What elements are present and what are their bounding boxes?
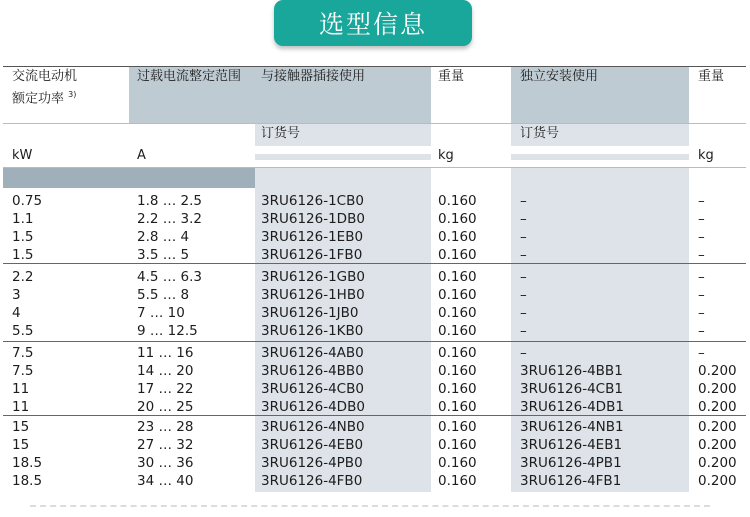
- cell-range: 1.8 … 2.5: [137, 193, 203, 209]
- cell-order2: –: [520, 269, 527, 285]
- cell-order1: 3RU6126-4EB0: [261, 437, 364, 453]
- table-row: [3, 362, 746, 380]
- table-row: [3, 286, 746, 304]
- units-rule: [3, 167, 746, 168]
- cell-w1: 0.160: [438, 419, 477, 435]
- gap-b: [511, 146, 689, 154]
- cell-w1: 0.160: [438, 473, 477, 489]
- cell-range: 4.5 … 6.3: [137, 269, 203, 285]
- header-contactor-mount: 与接触器插接使用: [261, 69, 366, 84]
- header-standalone: 独立安装使用: [520, 69, 599, 84]
- header-weight-2: 重量: [698, 69, 725, 84]
- cell-kw: 11: [12, 399, 30, 415]
- cell-w1: 0.160: [438, 455, 477, 471]
- cell-order2: –: [520, 345, 527, 361]
- header-motor-power-2: 额定功率 $^{3)}$: [12, 90, 77, 107]
- cell-w1: 0.160: [438, 287, 477, 303]
- cell-range: 17 … 22: [137, 381, 194, 397]
- cell-order1: 3RU6126-4CB0: [261, 381, 364, 397]
- table-row: [3, 418, 746, 436]
- cell-order2: 3RU6126-4EB1: [520, 437, 623, 453]
- cell-order2: 3RU6126-4BB1: [520, 363, 623, 379]
- cell-w1: 0.160: [438, 323, 477, 339]
- cell-w2: –: [698, 269, 705, 285]
- cell-w1: 0.160: [438, 363, 477, 379]
- cell-order1: 3RU6126-1HB0: [261, 287, 365, 303]
- cell-range: 2.8 … 4: [137, 229, 190, 245]
- cell-w2: 0.200: [698, 363, 737, 379]
- cell-range: 7 … 10: [137, 305, 185, 321]
- cell-order1: 3RU6126-1GB0: [261, 269, 365, 285]
- cell-order1: 3RU6126-4BB0: [261, 363, 364, 379]
- order-no-label-2: 订货号: [520, 126, 560, 141]
- cell-order1: 3RU6126-1FB0: [261, 247, 363, 263]
- cell-range: 5.5 … 8: [137, 287, 190, 303]
- cell-range: 2.2 … 3.2: [137, 211, 203, 227]
- cell-kw: 4: [12, 305, 21, 321]
- cell-order1: 3RU6126-4NB0: [261, 419, 365, 435]
- cell-order1: 3RU6126-4DB0: [261, 399, 365, 415]
- cell-w2: –: [698, 193, 705, 209]
- table-row: [3, 322, 746, 340]
- table-row: [3, 398, 746, 416]
- table-row: [3, 268, 746, 286]
- cell-w1: 0.160: [438, 247, 477, 263]
- cell-order1: 3RU6126-1DB0: [261, 211, 365, 227]
- order-no-label-1: 订货号: [261, 126, 301, 141]
- cell-order2: –: [520, 229, 527, 245]
- cell-order2: 3RU6126-4CB1: [520, 381, 623, 397]
- cell-order2: 3RU6126-4PB1: [520, 455, 622, 471]
- header-motor-power: 交流电动机: [12, 69, 78, 84]
- cell-order1: 3RU6126-4AB0: [261, 345, 364, 361]
- table-row: [3, 192, 746, 210]
- cell-w1: 0.160: [438, 345, 477, 361]
- cell-range: 11 … 16: [137, 345, 194, 361]
- table-row: [3, 344, 746, 362]
- gap-a: [255, 146, 431, 154]
- cell-w2: –: [698, 305, 705, 321]
- cell-order1: 3RU6126-1JB0: [261, 305, 359, 321]
- table-row: [3, 380, 746, 398]
- cell-w1: 0.160: [438, 229, 477, 245]
- cell-w1: 0.160: [438, 381, 477, 397]
- table-row: [3, 210, 746, 228]
- cell-kw: 7.5: [12, 345, 34, 361]
- cell-w2: 0.200: [698, 381, 737, 397]
- cell-order2: –: [520, 305, 527, 321]
- cell-w2: –: [698, 211, 705, 227]
- cell-range: 34 … 40: [137, 473, 194, 489]
- unit-kg-2: kg: [698, 148, 714, 163]
- header-rule: [3, 123, 746, 124]
- cell-kw: 15: [12, 419, 30, 435]
- cell-w2: –: [698, 323, 705, 339]
- cell-range: 9 … 12.5: [137, 323, 198, 339]
- table-row: [3, 436, 746, 454]
- cell-range: 30 … 36: [137, 455, 194, 471]
- cell-order1: 3RU6126-1EB0: [261, 229, 364, 245]
- cell-order2: 3RU6126-4DB1: [520, 399, 624, 415]
- table-row: [3, 246, 746, 264]
- cell-kw: 0.75: [12, 193, 43, 209]
- cell-kw: 5.5: [12, 323, 34, 339]
- cell-order1: 3RU6126-1KB0: [261, 323, 364, 339]
- cell-kw: 18.5: [12, 473, 43, 489]
- cell-w2: 0.200: [698, 419, 737, 435]
- cell-order1: 3RU6126-4FB0: [261, 473, 363, 489]
- cell-w1: 0.160: [438, 211, 477, 227]
- unit-kg-1: kg: [438, 148, 454, 163]
- cell-order2: 3RU6126-4NB1: [520, 419, 624, 435]
- cell-kw: 2.2: [12, 269, 34, 285]
- table-row: [3, 472, 746, 490]
- bottom-divider: [30, 505, 710, 507]
- cell-order2: –: [520, 323, 527, 339]
- cell-w2: 0.200: [698, 473, 737, 489]
- cell-range: 14 … 20: [137, 363, 194, 379]
- cell-order2: –: [520, 287, 527, 303]
- table-row: [3, 454, 746, 472]
- table-row: [3, 228, 746, 246]
- cell-w2: 0.200: [698, 437, 737, 453]
- unit-a: A: [137, 148, 146, 163]
- header-current-range: 过载电流整定范围: [137, 69, 242, 84]
- cell-kw: 15: [12, 437, 30, 453]
- cell-range: 23 … 28: [137, 419, 194, 435]
- cell-order1: 3RU6126-1CB0: [261, 193, 364, 209]
- table-row: [3, 304, 746, 322]
- cell-kw: 11: [12, 381, 30, 397]
- cell-order2: –: [520, 193, 527, 209]
- selection-info-button[interactable]: 选型信息: [274, 0, 472, 46]
- cell-w2: 0.200: [698, 399, 737, 415]
- selection-table: [3, 66, 746, 494]
- cell-w1: 0.160: [438, 305, 477, 321]
- group-separator-2: [3, 341, 746, 342]
- cell-order2: 3RU6126-4FB1: [520, 473, 622, 489]
- cell-order1: 3RU6126-4PB0: [261, 455, 363, 471]
- cell-w1: 0.160: [438, 399, 477, 415]
- section-band: [3, 168, 255, 188]
- cell-w2: –: [698, 247, 705, 263]
- cell-w2: 0.200: [698, 455, 737, 471]
- cell-w2: –: [698, 345, 705, 361]
- cell-order2: –: [520, 211, 527, 227]
- cell-w1: 0.160: [438, 437, 477, 453]
- cell-order2: –: [520, 247, 527, 263]
- cell-w1: 0.160: [438, 193, 477, 209]
- cell-kw: 7.5: [12, 363, 34, 379]
- cell-kw: 1.5: [12, 247, 34, 263]
- cell-range: 3.5 … 5: [137, 247, 190, 263]
- cell-w1: 0.160: [438, 269, 477, 285]
- cell-kw: 18.5: [12, 455, 43, 471]
- cell-kw: 3: [12, 287, 21, 303]
- cell-w2: –: [698, 287, 705, 303]
- cell-w2: –: [698, 229, 705, 245]
- unit-kw: kW: [12, 148, 33, 163]
- header-weight-1: 重量: [438, 69, 465, 84]
- cell-kw: 1.1: [12, 211, 34, 227]
- cell-kw: 1.5: [12, 229, 34, 245]
- cell-range: 27 … 32: [137, 437, 194, 453]
- cell-range: 20 … 25: [137, 399, 194, 415]
